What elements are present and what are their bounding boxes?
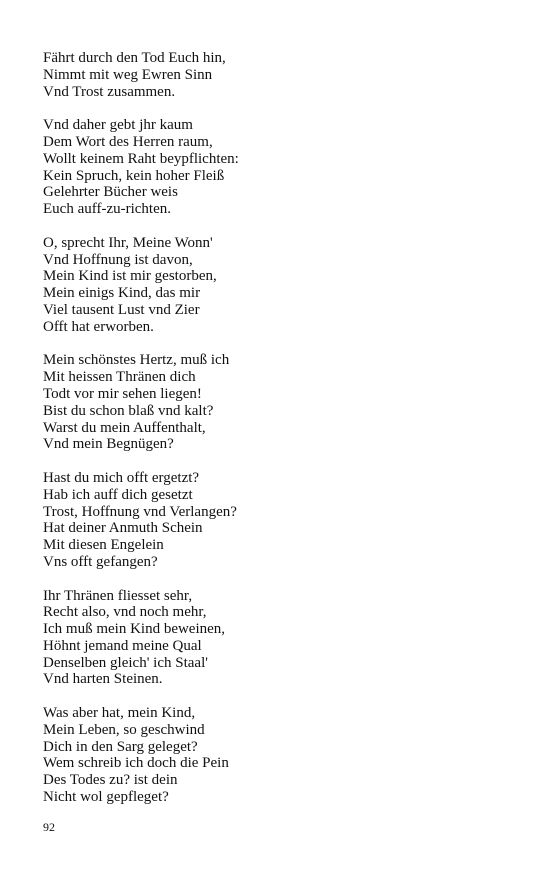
verse-line: Vnd daher gebt jhr kaum: [43, 117, 193, 134]
verse-line: Warst du mein Auffenthalt,: [43, 419, 206, 436]
verse-line: Höhnt jemand meine Qual: [43, 637, 202, 654]
verse-line: Nimmt mit weg Ewren Sinn: [43, 66, 213, 83]
verse-line: Mit diesen Engelein: [43, 537, 164, 554]
verse-line: Hat deiner Anmuth Schein: [43, 520, 203, 537]
verse-line: Euch auff-zu-richten.: [43, 201, 171, 218]
stanza-2: [43, 117, 513, 218]
stanza-5: [43, 470, 513, 571]
verse-line: Bist du schon blaß vnd kalt?: [43, 402, 214, 419]
verse-line: Was aber hat, mein Kind,: [43, 705, 196, 722]
verse-line: Vnd Trost zusammen.: [43, 83, 176, 100]
poem-text: [43, 50, 513, 823]
verse-line: Vnd Hoffnung ist davon,: [43, 251, 193, 268]
verse-line: Offt hat erworben.: [43, 318, 154, 335]
verse-line: Todt vor mir sehen liegen!: [43, 385, 202, 402]
verse-line: Mein Leben, so geschwind: [43, 721, 205, 738]
verse-line: Wollt keinem Raht beypflichten:: [43, 150, 239, 167]
stanza-7: [43, 705, 513, 806]
verse-line: Mein Kind ist mir gestorben,: [43, 268, 217, 285]
verse-line: Mein schönstes Hertz, muß ich: [43, 352, 230, 369]
verse-line: Hast du mich offt ergetzt?: [43, 469, 200, 486]
verse-line: Ihr Thränen fliesset sehr,: [43, 587, 193, 604]
verse-line: Des Todes zu? ist dein: [43, 772, 178, 789]
verse-line: Fährt durch den Tod Euch hin,: [43, 50, 226, 66]
stanza-4: [43, 352, 513, 453]
verse-line: Trost, Hoffnung vnd Verlangen?: [43, 503, 237, 520]
verse-line: Nicht wol gepfleget?: [43, 789, 169, 806]
stanza-3: [43, 235, 513, 336]
verse-line: Viel tausent Lust vnd Zier: [43, 301, 200, 318]
stanza-1: [43, 50, 513, 100]
verse-line: Recht also, vnd noch mehr,: [43, 604, 207, 621]
verse-line: Dem Wort des Herren raum,: [43, 133, 213, 150]
verse-line: Vns offt gefangen?: [43, 553, 158, 570]
verse-line: Vnd mein Begnügen?: [43, 436, 174, 453]
verse-line: Ich muß mein Kind beweinen,: [43, 621, 226, 638]
verse-line: Denselben gleich' ich Staal': [43, 654, 208, 671]
verse-line: Mein einigs Kind, das mir: [43, 285, 201, 302]
page-number: 92: [43, 820, 55, 834]
verse-line: Vnd harten Steinen.: [43, 671, 163, 688]
verse-line: O, sprecht Ihr, Meine Wonn': [43, 234, 213, 251]
verse-line: Wem schreib ich doch die Pein: [43, 755, 229, 772]
verse-line: Mit heissen Thränen dich: [43, 369, 196, 386]
verse-line: Kein Spruch, kein hoher Fleiß: [43, 167, 225, 184]
verse-line: Dich in den Sarg geleget?: [43, 738, 198, 755]
verse-line: Hab ich auff dich gesetzt: [43, 486, 193, 503]
stanza-6: [43, 588, 513, 689]
verse-line: Gelehrter Bücher weis: [43, 184, 178, 201]
